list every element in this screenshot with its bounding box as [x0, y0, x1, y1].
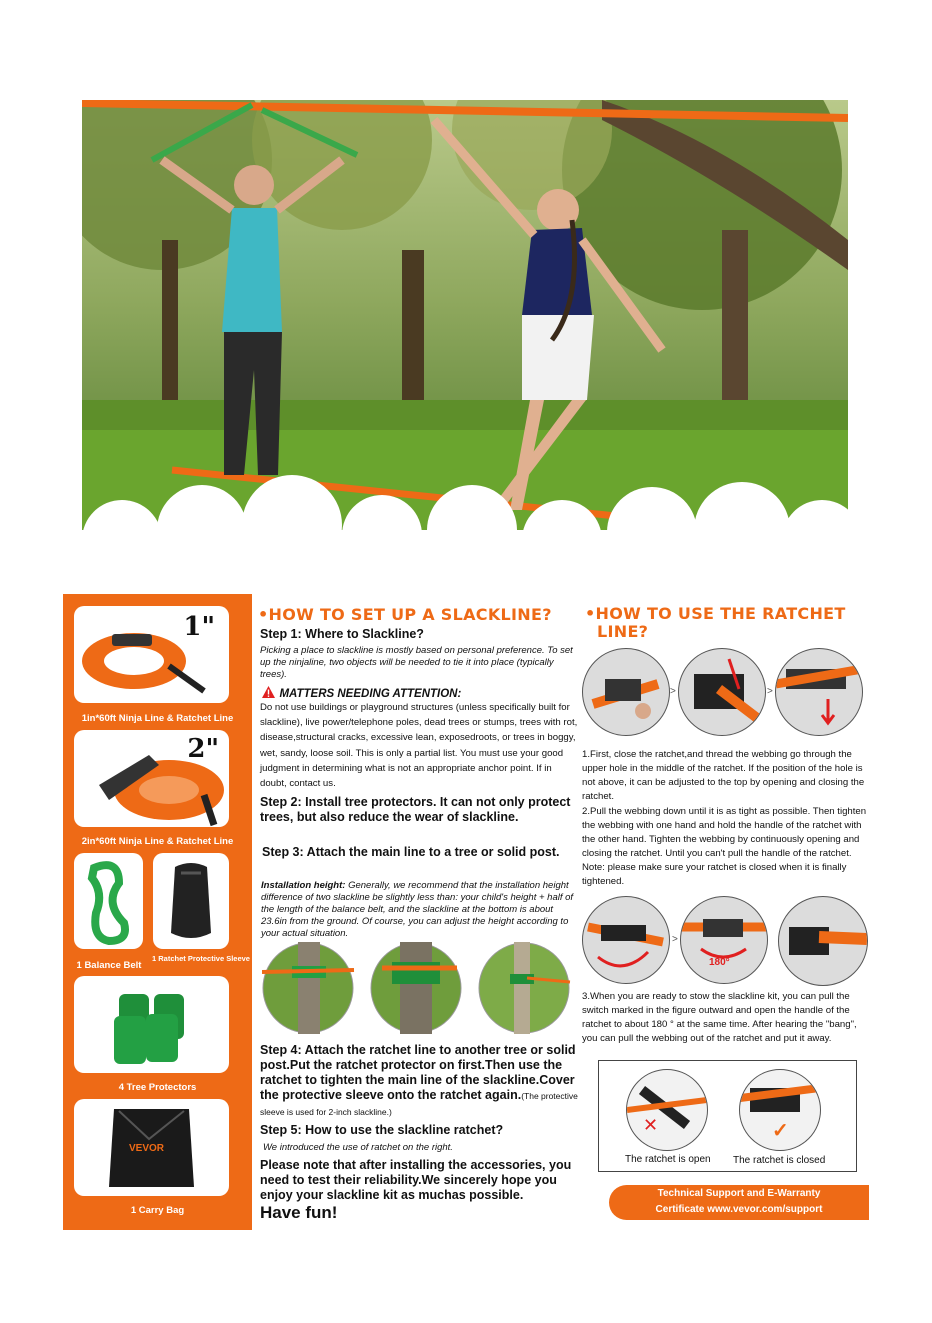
- closing-text: Please note that after installing the accessories, you need to test their reliability.We sincerely hope you enjoy your slackline kit as muchas possible.: [260, 1158, 572, 1202]
- arrow-right-icon: >: [767, 686, 773, 697]
- ratchet-closed-photo: [739, 1069, 821, 1151]
- support-banner[interactable]: [609, 1185, 869, 1220]
- step4-note: (The protective sleeve is used for 2-inch slackline.): [260, 1091, 578, 1117]
- check-mark-icon: ✓: [772, 1120, 789, 1142]
- ratchet-step3-text: 3.When you are ready to stow the slackline kit, you can pull the switch marked in the figure outward and open the handle of the ratchet to about 180 ° at the same time. After hearing the "bang", you can pull the webbing out of the ratchet and put it away.: [582, 991, 857, 1044]
- carry-bag-card: [74, 1099, 229, 1196]
- ninja-line-2in-label: 2in*60ft Ninja Line & Ratchet Line: [81, 836, 234, 847]
- ratchet-step1-text: 1.First, close the ratchet,and thread the webbing go through the upper hole in the middle of the ratchet. If the position of the hole is not above, it can be adjusted to the top by opening and closing the ratchet.: [582, 749, 865, 802]
- angle-label: 180°: [709, 957, 730, 968]
- ninja-line-2in-card: [74, 730, 229, 827]
- warning-title: MATTERS NEEDING ATTENTION:: [279, 688, 462, 700]
- ratchet-step3-photo: [775, 648, 863, 736]
- ratchet-step1-photo: [582, 648, 670, 736]
- step5-title: Step 5: How to use the slackline ratchet?: [260, 1123, 504, 1137]
- package-contents-sidebar: [63, 594, 252, 1230]
- ratchet-release-photo-3: [778, 896, 868, 986]
- hero-photo: [82, 100, 848, 545]
- tree-protectors-image: [74, 976, 229, 1073]
- support-url[interactable]: Certificate www.vevor.com/support: [655, 1204, 823, 1215]
- ninja-line-1in-label: 1in*60ft Ninja Line & Ratchet Line: [81, 713, 234, 724]
- carry-bag-label: 1 Carry Bag: [130, 1205, 185, 1216]
- kids-slackline-illustration: [82, 100, 848, 545]
- ratchet-sleeve-image: [153, 853, 229, 949]
- tree-protectors-label: 4 Tree Protectors: [118, 1082, 197, 1093]
- ratchet-release-photo-2: [680, 896, 768, 984]
- support-line1: Technical Support and E-Warranty: [657, 1188, 821, 1199]
- x-mark-icon: ✕: [643, 1115, 659, 1135]
- size-1in-label: 1": [183, 612, 215, 642]
- step1-text: Picking a place to slackline is mostly based on personal preference. To set up the ninjaline, two objects will be needed to tie it into place (typically trees).: [260, 645, 573, 680]
- bullet-icon: •: [258, 605, 269, 624]
- ratchet-sleeve-label: 1 Ratchet Protective Sleeve: [152, 954, 250, 963]
- have-fun-text: Have fun!: [260, 1203, 338, 1222]
- ratchet-heading: •HOW TO USE THE RATCHET LINE?: [585, 604, 846, 641]
- tree-install-photos: [262, 942, 572, 1034]
- balance-belt-card: [74, 853, 143, 949]
- arrow-right-icon: >: [670, 686, 676, 697]
- size-2in-label: 2": [187, 734, 219, 764]
- setup-heading: •HOW TO SET UP A SLACKLINE?: [258, 605, 552, 624]
- arrow-right-icon: >: [672, 934, 678, 945]
- setup-instructions: [258, 600, 578, 1230]
- ratchet-sleeve-card: [153, 853, 229, 949]
- step5-text: We introduced the use of ratchet on the right.: [263, 1142, 453, 1153]
- warning-text: Do not use buildings or playground structures (unless specifically built for slackline), live power/telephone poles, dead trees or stumps, trees with rot, disease,structural cracks, excessive lean, exposedroots, or trees in boggy, wet, sandy, loose soil. This is only a partial list. You must use your good judgment in determining what is not an appropriate anchor point. If in doubt, contact us.: [260, 702, 578, 790]
- vevor-logo: VEVOR: [129, 1143, 165, 1154]
- balance-belt-label: 1 Balance Belt: [76, 960, 142, 971]
- ninja-line-1in-card: [74, 606, 229, 703]
- installation-height-text: Installation height: Generally, we recommend that the installation height difference of two slackline be slightly less than: your child's height + half of the length of the balance belt, and the slackline at the bottom is about 23.6in from the ground. Of course, you can adjust the height according to your actual situation.: [261, 880, 574, 939]
- ratchet-instructions: [580, 600, 870, 1230]
- warning-icon: [262, 686, 275, 698]
- ratchet-open-photo: [626, 1069, 708, 1151]
- ratchet-step2-text: 2.Pull the webbing down until it is as tight as possible. Then tighten the webbing with one hand and hold the handle of the ratchet with the other hand. Tighten the webbing by continuously opening and closing the ratchet. Until you can't pull the handle of the ratchet. Note: please make sure your ratchet is closed when it is finally tightened.: [582, 806, 867, 887]
- step2-title: Step 2: Install tree protectors. It can not only protect trees, but also reduce the wear of slackline.: [260, 795, 571, 824]
- balance-belt-image: [74, 853, 143, 949]
- ratchet-open-caption: The ratchet is open: [625, 1154, 711, 1165]
- step1-title: Step 1: Where to Slackline?: [260, 627, 424, 641]
- tree-protectors-card: [74, 976, 229, 1073]
- ratchet-release-photo-1: [582, 896, 670, 984]
- bullet-icon: •: [585, 604, 596, 623]
- tree-photos-row: [262, 942, 572, 1034]
- ratchet-step2-photo: [678, 648, 766, 736]
- step3-title: Step 3: Attach the main line to a tree or solid post.: [262, 845, 560, 859]
- ratchet-state-box: [598, 1060, 857, 1172]
- ratchet-closed-caption: The ratchet is closed: [733, 1155, 826, 1166]
- step4-title: Step 4: Attach the ratchet line to another tree or solid post.Put the ratchet protector on first.Then use the ratchet to tighten the main line of the slackline.Cover the protective sleeve onto the ratchet again.(The protective sleeve is used for 2-inch slackline.): [260, 1043, 578, 1117]
